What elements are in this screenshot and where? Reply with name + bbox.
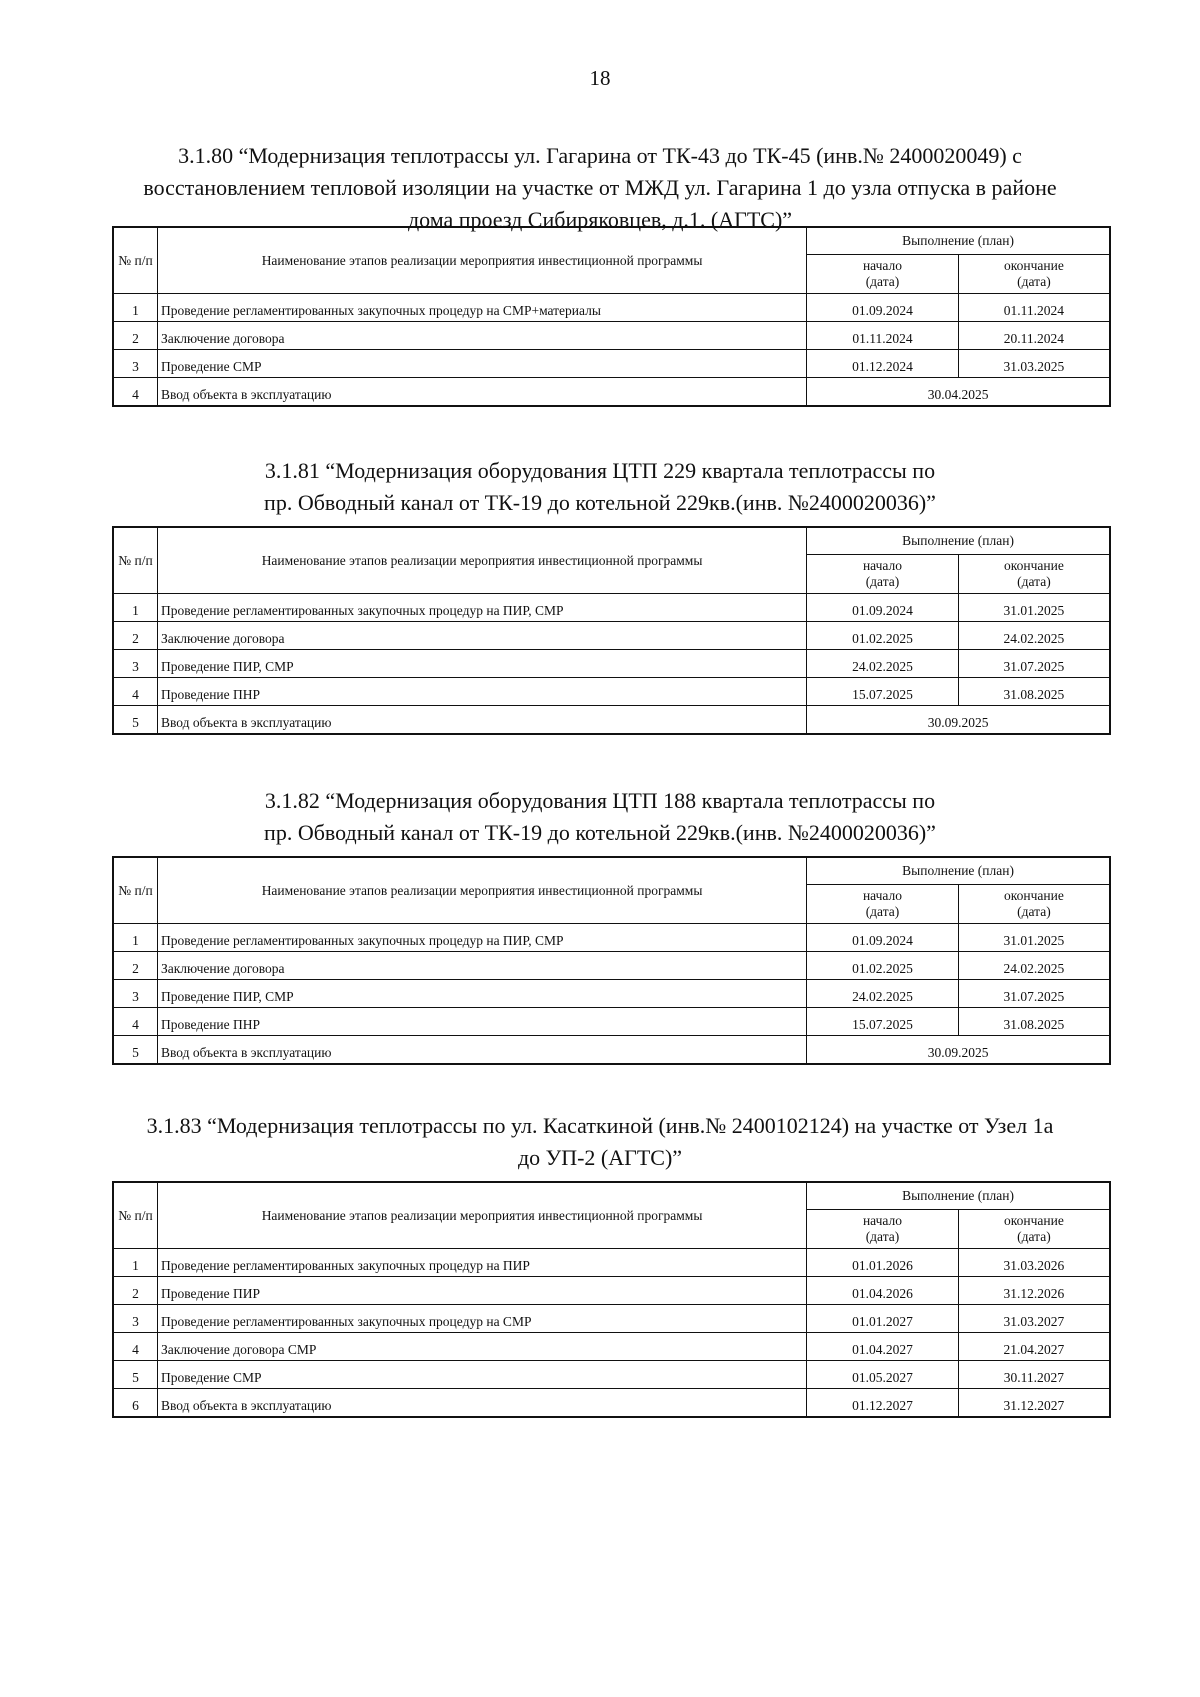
row-num: 2: [113, 952, 157, 980]
row-end: 24.02.2025: [958, 952, 1110, 980]
row-end: 31.03.2026: [958, 1249, 1110, 1277]
table-row: [113, 594, 1110, 622]
section-title-line: восстановлением тепловой изоляции на участке от МЖД ул. Гагарина 1 до узла отпуска в районе: [143, 175, 1057, 200]
header-num: № п/п: [113, 1182, 157, 1249]
row-name: Ввод объекта в эксплуатацию: [157, 706, 806, 735]
row-end: 31.01.2025: [958, 594, 1110, 622]
row-name: Заключение договора СМР: [157, 1333, 806, 1361]
stages-table: [112, 1181, 1111, 1418]
section-title-line: до УП-2 (АГТС)”: [517, 1145, 683, 1170]
row-num: 2: [113, 1277, 157, 1305]
row-name: Проведение СМР: [157, 1361, 806, 1389]
header-plan: Выполнение (план): [807, 1182, 1110, 1210]
row-num: 2: [113, 622, 157, 650]
header-name: Наименование этапов реализации мероприятия инвестиционной программы: [157, 1182, 806, 1249]
row-name: Ввод объекта в эксплуатацию: [157, 1389, 806, 1418]
row-end: 31.01.2025: [958, 924, 1110, 952]
header-end: окончание (дата): [958, 255, 1110, 294]
row-end: 31.08.2025: [958, 1008, 1110, 1036]
stages-table: [112, 526, 1111, 735]
header-plan: Выполнение (план): [807, 527, 1110, 555]
header-plan: Выполнение (план): [807, 857, 1110, 885]
row-num: 3: [113, 1305, 157, 1333]
row-num: 3: [113, 650, 157, 678]
row-num: 5: [113, 1036, 157, 1065]
row-num: 1: [113, 594, 157, 622]
row-end: 31.12.2027: [958, 1389, 1110, 1418]
table-row: [113, 706, 1110, 735]
row-num: 5: [113, 1361, 157, 1389]
header-num: № п/п: [113, 527, 157, 594]
header-start: начало (дата): [807, 255, 959, 294]
row-name: Проведение ПИР: [157, 1277, 806, 1305]
row-start: 01.01.2027: [807, 1305, 959, 1333]
row-date: 30.04.2025: [807, 378, 1110, 407]
row-start: 01.09.2024: [807, 924, 959, 952]
page-number: 18: [589, 66, 611, 90]
row-num: 1: [113, 1249, 157, 1277]
row-start: 24.02.2025: [807, 650, 959, 678]
table-row: [113, 1361, 1110, 1389]
row-start: 01.02.2025: [807, 952, 959, 980]
header-name: Наименование этапов реализации мероприятия инвестиционной программы: [157, 227, 806, 294]
row-name: Заключение договора: [157, 322, 806, 350]
stages-table: [112, 856, 1111, 1065]
row-name: Проведение ПИР, СМР: [157, 980, 806, 1008]
header-end: окончание (дата): [958, 555, 1110, 594]
row-start: 01.11.2024: [807, 322, 959, 350]
row-date: 30.09.2025: [807, 1036, 1110, 1065]
header-start: начало (дата): [807, 1210, 959, 1249]
header-plan: Выполнение (план): [807, 227, 1110, 255]
row-num: 4: [113, 378, 157, 407]
header-end: окончание (дата): [958, 1210, 1110, 1249]
row-name: Заключение договора: [157, 622, 806, 650]
section-3-1-82: [0, 785, 1200, 1060]
header-name: Наименование этапов реализации мероприятия инвестиционной программы: [157, 857, 806, 924]
row-num: 3: [113, 350, 157, 378]
row-name: Ввод объекта в эксплуатацию: [157, 378, 806, 407]
row-start: 01.12.2024: [807, 350, 959, 378]
row-end: 01.11.2024: [958, 294, 1110, 322]
table-row: [113, 952, 1110, 980]
row-date: 30.09.2025: [807, 706, 1110, 735]
table-row: [113, 1249, 1110, 1277]
row-start: 01.04.2027: [807, 1333, 959, 1361]
table-row: [113, 1305, 1110, 1333]
row-start: 01.02.2025: [807, 622, 959, 650]
row-end: 31.08.2025: [958, 678, 1110, 706]
section-title-line: дома проезд Сибиряковцев, д.1. (АГТС)”: [407, 207, 793, 232]
row-name: Проведение регламентированных закупочных процедур на СМР+материалы: [157, 294, 806, 322]
section-title: [0, 455, 1200, 519]
row-end: 31.12.2026: [958, 1277, 1110, 1305]
row-end: 24.02.2025: [958, 622, 1110, 650]
section-title: [0, 140, 1200, 236]
row-name: Проведение регламентированных закупочных процедур на СМР: [157, 1305, 806, 1333]
row-end: 21.04.2027: [958, 1333, 1110, 1361]
table-row: [113, 1333, 1110, 1361]
row-name: Проведение регламентированных закупочных процедур на ПИР, СМР: [157, 924, 806, 952]
row-num: 4: [113, 1333, 157, 1361]
table-row: [113, 650, 1110, 678]
section-title-line: пр. Обводный канал от ТК-19 до котельной 229кв.(инв. №2400020036)”: [264, 490, 936, 515]
header-end: окончание (дата): [958, 885, 1110, 924]
row-name: Проведение СМР: [157, 350, 806, 378]
section-title-line: пр. Обводный канал от ТК-19 до котельной 229кв.(инв. №2400020036)”: [264, 820, 936, 845]
row-num: 1: [113, 924, 157, 952]
row-end: 31.03.2027: [958, 1305, 1110, 1333]
section-3-1-81: [0, 455, 1200, 730]
table-row: [113, 322, 1110, 350]
table-row: [113, 678, 1110, 706]
row-start: 01.04.2026: [807, 1277, 959, 1305]
table-row: [113, 1036, 1110, 1065]
section-title-line: 3.1.82 “Модернизация оборудования ЦТП 188 квартала теплотрассы по: [264, 788, 936, 813]
row-name: Проведение ПНР: [157, 678, 806, 706]
row-start: 01.12.2027: [807, 1389, 959, 1418]
row-num: 1: [113, 294, 157, 322]
row-num: 4: [113, 1008, 157, 1036]
row-name: Ввод объекта в эксплуатацию: [157, 1036, 806, 1065]
table-row: [113, 294, 1110, 322]
section-title: [0, 1110, 1200, 1174]
table-row: [113, 378, 1110, 407]
row-end: 31.07.2025: [958, 650, 1110, 678]
row-name: Проведение ПНР: [157, 1008, 806, 1036]
header-num: № п/п: [113, 227, 157, 294]
table-row: [113, 924, 1110, 952]
row-name: Заключение договора: [157, 952, 806, 980]
row-num: 5: [113, 706, 157, 735]
row-name: Проведение регламентированных закупочных процедур на ПИР: [157, 1249, 806, 1277]
row-start: 01.05.2027: [807, 1361, 959, 1389]
table-row: [113, 1008, 1110, 1036]
row-num: 4: [113, 678, 157, 706]
table-row: [113, 1277, 1110, 1305]
row-end: 31.07.2025: [958, 980, 1110, 1008]
table-row: [113, 1389, 1110, 1418]
table-row: [113, 350, 1110, 378]
row-start: 15.07.2025: [807, 678, 959, 706]
table-row: [113, 980, 1110, 1008]
header-num: № п/п: [113, 857, 157, 924]
header-start: начало (дата): [807, 555, 959, 594]
section-title: [0, 785, 1200, 849]
section-title-line: 3.1.80 “Модернизация теплотрассы ул. Гагарина от ТК-43 до ТК-45 (инв.№ 2400020049) с: [178, 143, 1022, 168]
stages-table: [112, 226, 1111, 407]
header-start: начало (дата): [807, 885, 959, 924]
row-name: Проведение ПИР, СМР: [157, 650, 806, 678]
row-start: 15.07.2025: [807, 1008, 959, 1036]
row-name: Проведение регламентированных закупочных процедур на ПИР, СМР: [157, 594, 806, 622]
row-start: 24.02.2025: [807, 980, 959, 1008]
row-start: 01.09.2024: [807, 594, 959, 622]
section-title-line: 3.1.81 “Модернизация оборудования ЦТП 229 квартала теплотрассы по: [264, 458, 936, 483]
row-end: 31.03.2025: [958, 350, 1110, 378]
row-num: 3: [113, 980, 157, 1008]
row-num: 6: [113, 1389, 157, 1418]
row-start: 01.01.2026: [807, 1249, 959, 1277]
table-row: [113, 622, 1110, 650]
row-num: 2: [113, 322, 157, 350]
row-start: 01.09.2024: [807, 294, 959, 322]
section-3-1-83: [0, 1110, 1200, 1413]
header-name: Наименование этапов реализации мероприятия инвестиционной программы: [157, 527, 806, 594]
section-title-line: 3.1.83 “Модернизация теплотрассы по ул. Касаткиной (инв.№ 2400102124) на участке от Узел 1а: [146, 1113, 1054, 1138]
section-3-1-80: [0, 140, 1200, 402]
row-end: 30.11.2027: [958, 1361, 1110, 1389]
row-end: 20.11.2024: [958, 322, 1110, 350]
